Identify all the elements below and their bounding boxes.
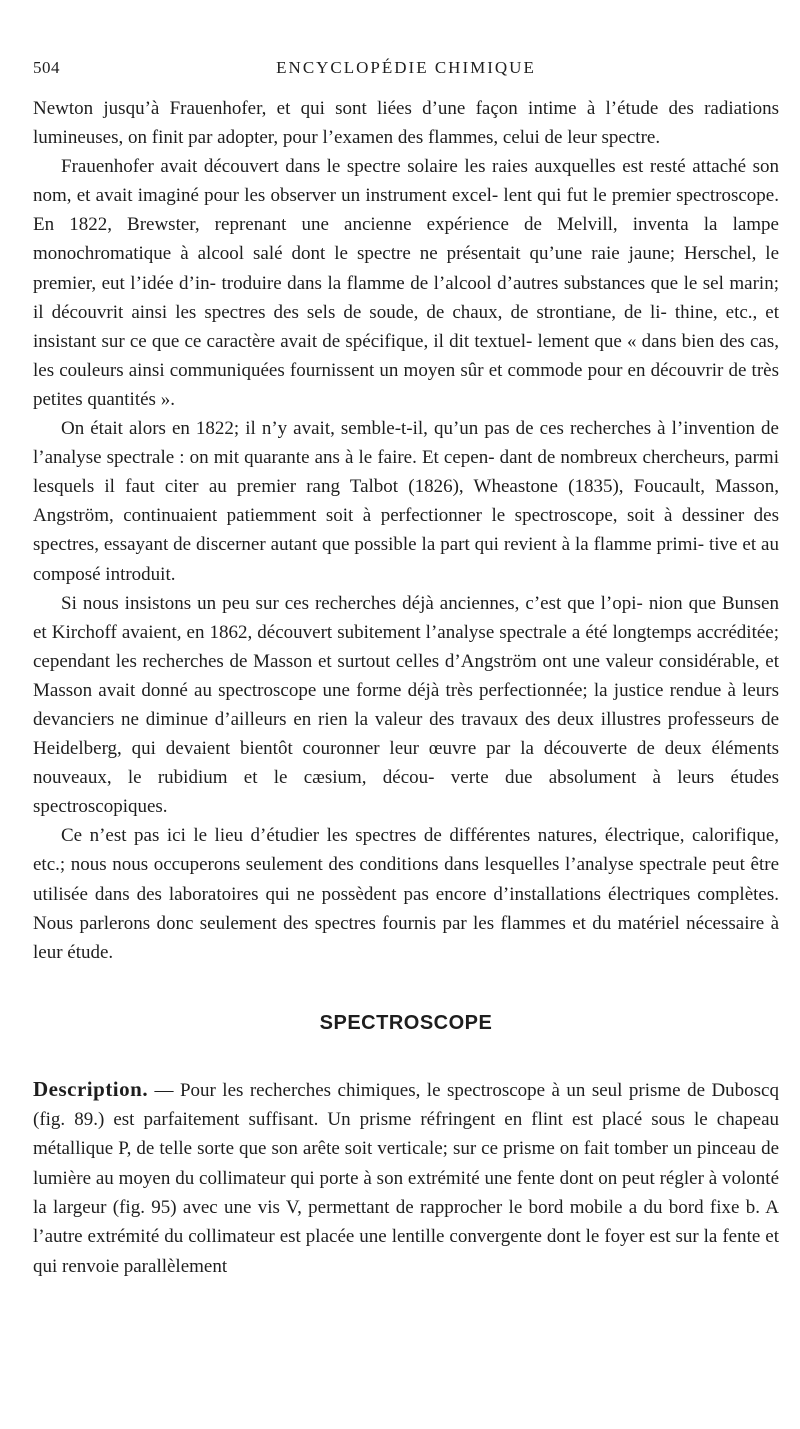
section-heading: SPECTROSCOPE [319, 1011, 493, 1034]
paragraph-continuation: Newton jusqu’à Frauenhofer, et qui sont liées d’une façon intime à l’étude des radiations lumineuses, on finit par adopter, pour l’examen des flammes, celui de leur spectre. [33, 98, 779, 149]
description-paragraph [33, 1075, 779, 1281]
run-in-title: Description. [33, 1076, 149, 1101]
description-block [33, 1075, 779, 1281]
paragraph-bunsen-kirchoff: Si nous insistons un peu sur ces recherches déjà anciennes, c’est que l’opi- nion que Bunsen et Kirchoff avaient, en 1862, découvert subitement l’analyse spectrale a été longtemps accréditée; cependant les recherches de Masson et surtout celles d’Angström ont une valeur considérable, et Masson avait donné au spectroscope une forme déjà très perfectionnée; la justice rendue à leurs devanciers ne diminue d’ailleurs en rien la valeur des travaux des deux illustres professeurs de Heidelberg, qui devaient bientôt couronner leur œuvre par la découverte de deux éléments nouveaux, le rubidium et le cæsium, décou- verte due absolument à leurs études spectroscopiques. [33, 592, 779, 818]
page [33, 58, 779, 1281]
paragraph-1822: On était alors en 1822; il n’y avait, semble-t-il, qu’un pas de ces recherches à l’invention de l’analyse spectrale : on mit quarante ans à le faire. Et cepen- dant de nombreux chercheurs, parmi lesquels il faut citer au premier rang Talbot (1826), Wheastone (1835), Foucault, Masson, Angström, continuaient patiemment soit à perfectionner le spectroscope, soit à dessiner des spectres, essayant de discerner autant que possible la part qui revient à la flamme primi- tive et au composé introduit. [33, 418, 779, 585]
paragraph-frauenhofer: Frauenhofer avait découvert dans le spectre solaire les raies auxquelles est resté attaché son nom, et avait imaginé pour les observer un instrument excel- lent qui fut le premier spectroscope. En 1822, Brewster, reprenant une ancienne expérience de Melvill, inventa la lampe monochromatique à alcool salé dont le spectre ne présentait qu’une raie jaune; Herschel, le premier, eut l’idée d’in- troduire dans la flamme de l’alcool d’autres substances que le sel marin; il découvrit ainsi les spectres des sels de soude, de chaux, de strontiane, de li- thine, etc., et insistant sur ce que ce caractère avait de spécifique, il dit textuel- lement que « dans bien des cas, les couleurs ainsi communiquées fournissent un moyen sûr et commode pour en découvrir de très petites quantités ». [33, 156, 779, 410]
description-text: — Pour les recherches chimiques, le spectroscope à un seul prisme de Duboscq (fig. 89.) est parfaitement suffisant. Un prisme réfringent en flint est placé sous le chapeau métallique P, de telle sorte que son arête soit verticale; sur ce prisme on fait tomber un pinceau de lumière au moyen du collimateur qui porte à son extrémité une fente dont on peut régler à volonté la largeur (fig. 95) avec une vis V, permettant de rapprocher le bord mobile a du bord fixe b. A l’autre extrémité du collimateur est placée une lentille convergente dont le foyer est sur la fente et qui renvoie parallèlement [33, 1079, 779, 1277]
running-title: ENCYCLOPÉDIE CHIMIQUE [276, 58, 536, 77]
paragraph-scope: Ce n’est pas ici le lieu d’étudier les spectres de différentes natures, électrique, calorifique, etc.; nous nous occuperons seulement des conditions dans lesquelles l’analyse spectrale peut être utilisée dans des laboratoires qui ne possèdent pas encore d’installations électriques complètes. Nous parlerons donc seulement des spectres fournis par les flammes et du matériel nécessaire à leur étude. [33, 825, 779, 963]
body-text [33, 94, 779, 967]
page-number: 504 [33, 58, 60, 77]
running-head [33, 58, 779, 86]
